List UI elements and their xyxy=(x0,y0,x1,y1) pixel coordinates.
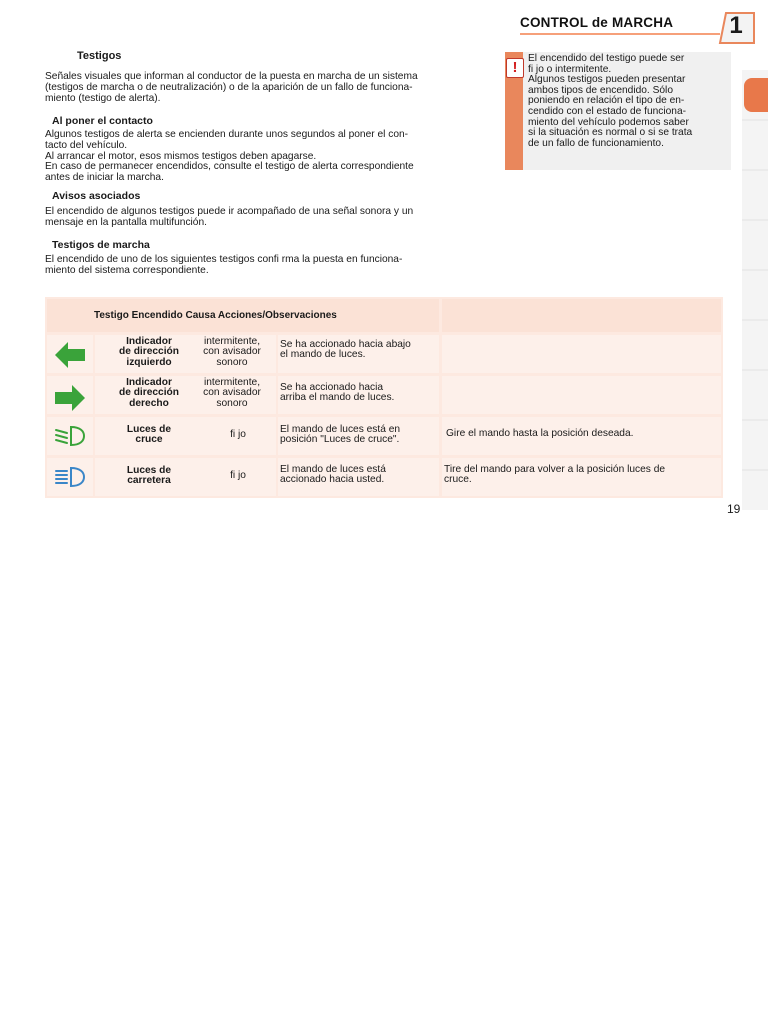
indicator-cause-low-beam: El mando de luces está en posición "Luces de cruce". xyxy=(280,424,401,446)
paragraph-testigos-marcha: El encendido de uno de los siguientes testigos confi rma la puesta en funciona- miento del sistema correspondiente. xyxy=(45,254,403,276)
chapter-number: 1 xyxy=(729,12,743,39)
section-title-al-poner: Al poner el contacto xyxy=(52,115,153,127)
side-tab-active[interactable] xyxy=(744,78,768,112)
indicator-state-high-beam: fi jo xyxy=(230,470,246,481)
indicator-name-low-beam: Luces de cruce xyxy=(126,424,172,446)
indicator-state-right: intermitente, con avisador sonoro xyxy=(203,377,261,409)
paragraph-avisos: El encendido de algunos testigos puede ir acompañado de una señal sonora y un mensaje en la pantalla multifunción. xyxy=(45,206,414,228)
paragraph-al-poner: Algunos testigos de alerta se encienden durante unos segundos al poner el con- tacto del vehículo. Al arrancar el motor, esos mismos testigos deben apagarse. En caso de permanecer encendidos, consulte el testigo de alerta correspondiente antes de iniciar la marcha. xyxy=(45,129,414,184)
header-rule xyxy=(520,33,720,35)
table-cell-action xyxy=(442,335,721,373)
indicator-cause-left: Se ha accionado hacia abajo el mando de luces. xyxy=(280,339,411,361)
paragraph-testigos: Señales visuales que informan al conductor de la puesta en marcha de un sistema (testigos de marcha o de neutralización) o de la aparición de un fallo de funciona- miento (testigo de alerta). xyxy=(45,71,418,104)
indicator-action-high-beam: Tire del mando para volver a la posición luces de cruce. xyxy=(444,464,666,486)
page-number: 19 xyxy=(727,502,741,516)
section-title-testigos-marcha: Testigos de marcha xyxy=(52,239,150,251)
indicator-state-low-beam: fi jo xyxy=(230,429,246,440)
arrow-right-icon xyxy=(54,384,86,412)
indicator-name-right: Indicador de dirección derecho xyxy=(118,377,179,409)
chapter-side-tabs[interactable] xyxy=(742,70,768,510)
indicator-state-left: intermitente, con avisador sonoro xyxy=(203,336,261,368)
indicator-name-left: Indicador de dirección izquierdo xyxy=(118,336,179,368)
table-header-cell-empty xyxy=(442,299,721,332)
indicator-action-low-beam: Gire el mando hasta la posición deseada. xyxy=(446,428,634,439)
high-beam-icon xyxy=(53,465,87,489)
arrow-left-icon xyxy=(54,341,86,369)
exclamation-icon: ! xyxy=(506,58,524,78)
indicator-cause-high-beam: El mando de luces está accionado hacia usted. xyxy=(280,464,386,486)
table-header: Testigo Encendido Causa Acciones/Observaciones xyxy=(94,310,337,321)
indicator-cause-right: Se ha accionado hacia arriba el mando de luces. xyxy=(280,382,395,404)
indicator-name-high-beam: Luces de carretera xyxy=(126,465,172,487)
section-title-testigos: Testigos xyxy=(77,50,122,62)
page-header-title: CONTROL de MARCHA xyxy=(520,15,674,30)
section-title-avisos: Avisos asociados xyxy=(52,190,141,202)
low-beam-icon xyxy=(53,424,87,448)
warning-text: El encendido del testigo puede ser fi jo o intermitente. Algunos testigos pueden presentar ambos tipos de encendido. Sólo poniendo en relación el tipo de en- cendido con el estado de funciona- miento del vehículo podemos saber si la situación es normal o si se trata de un fallo de funcionamiento. xyxy=(528,53,693,149)
table-cell-action xyxy=(442,376,721,414)
